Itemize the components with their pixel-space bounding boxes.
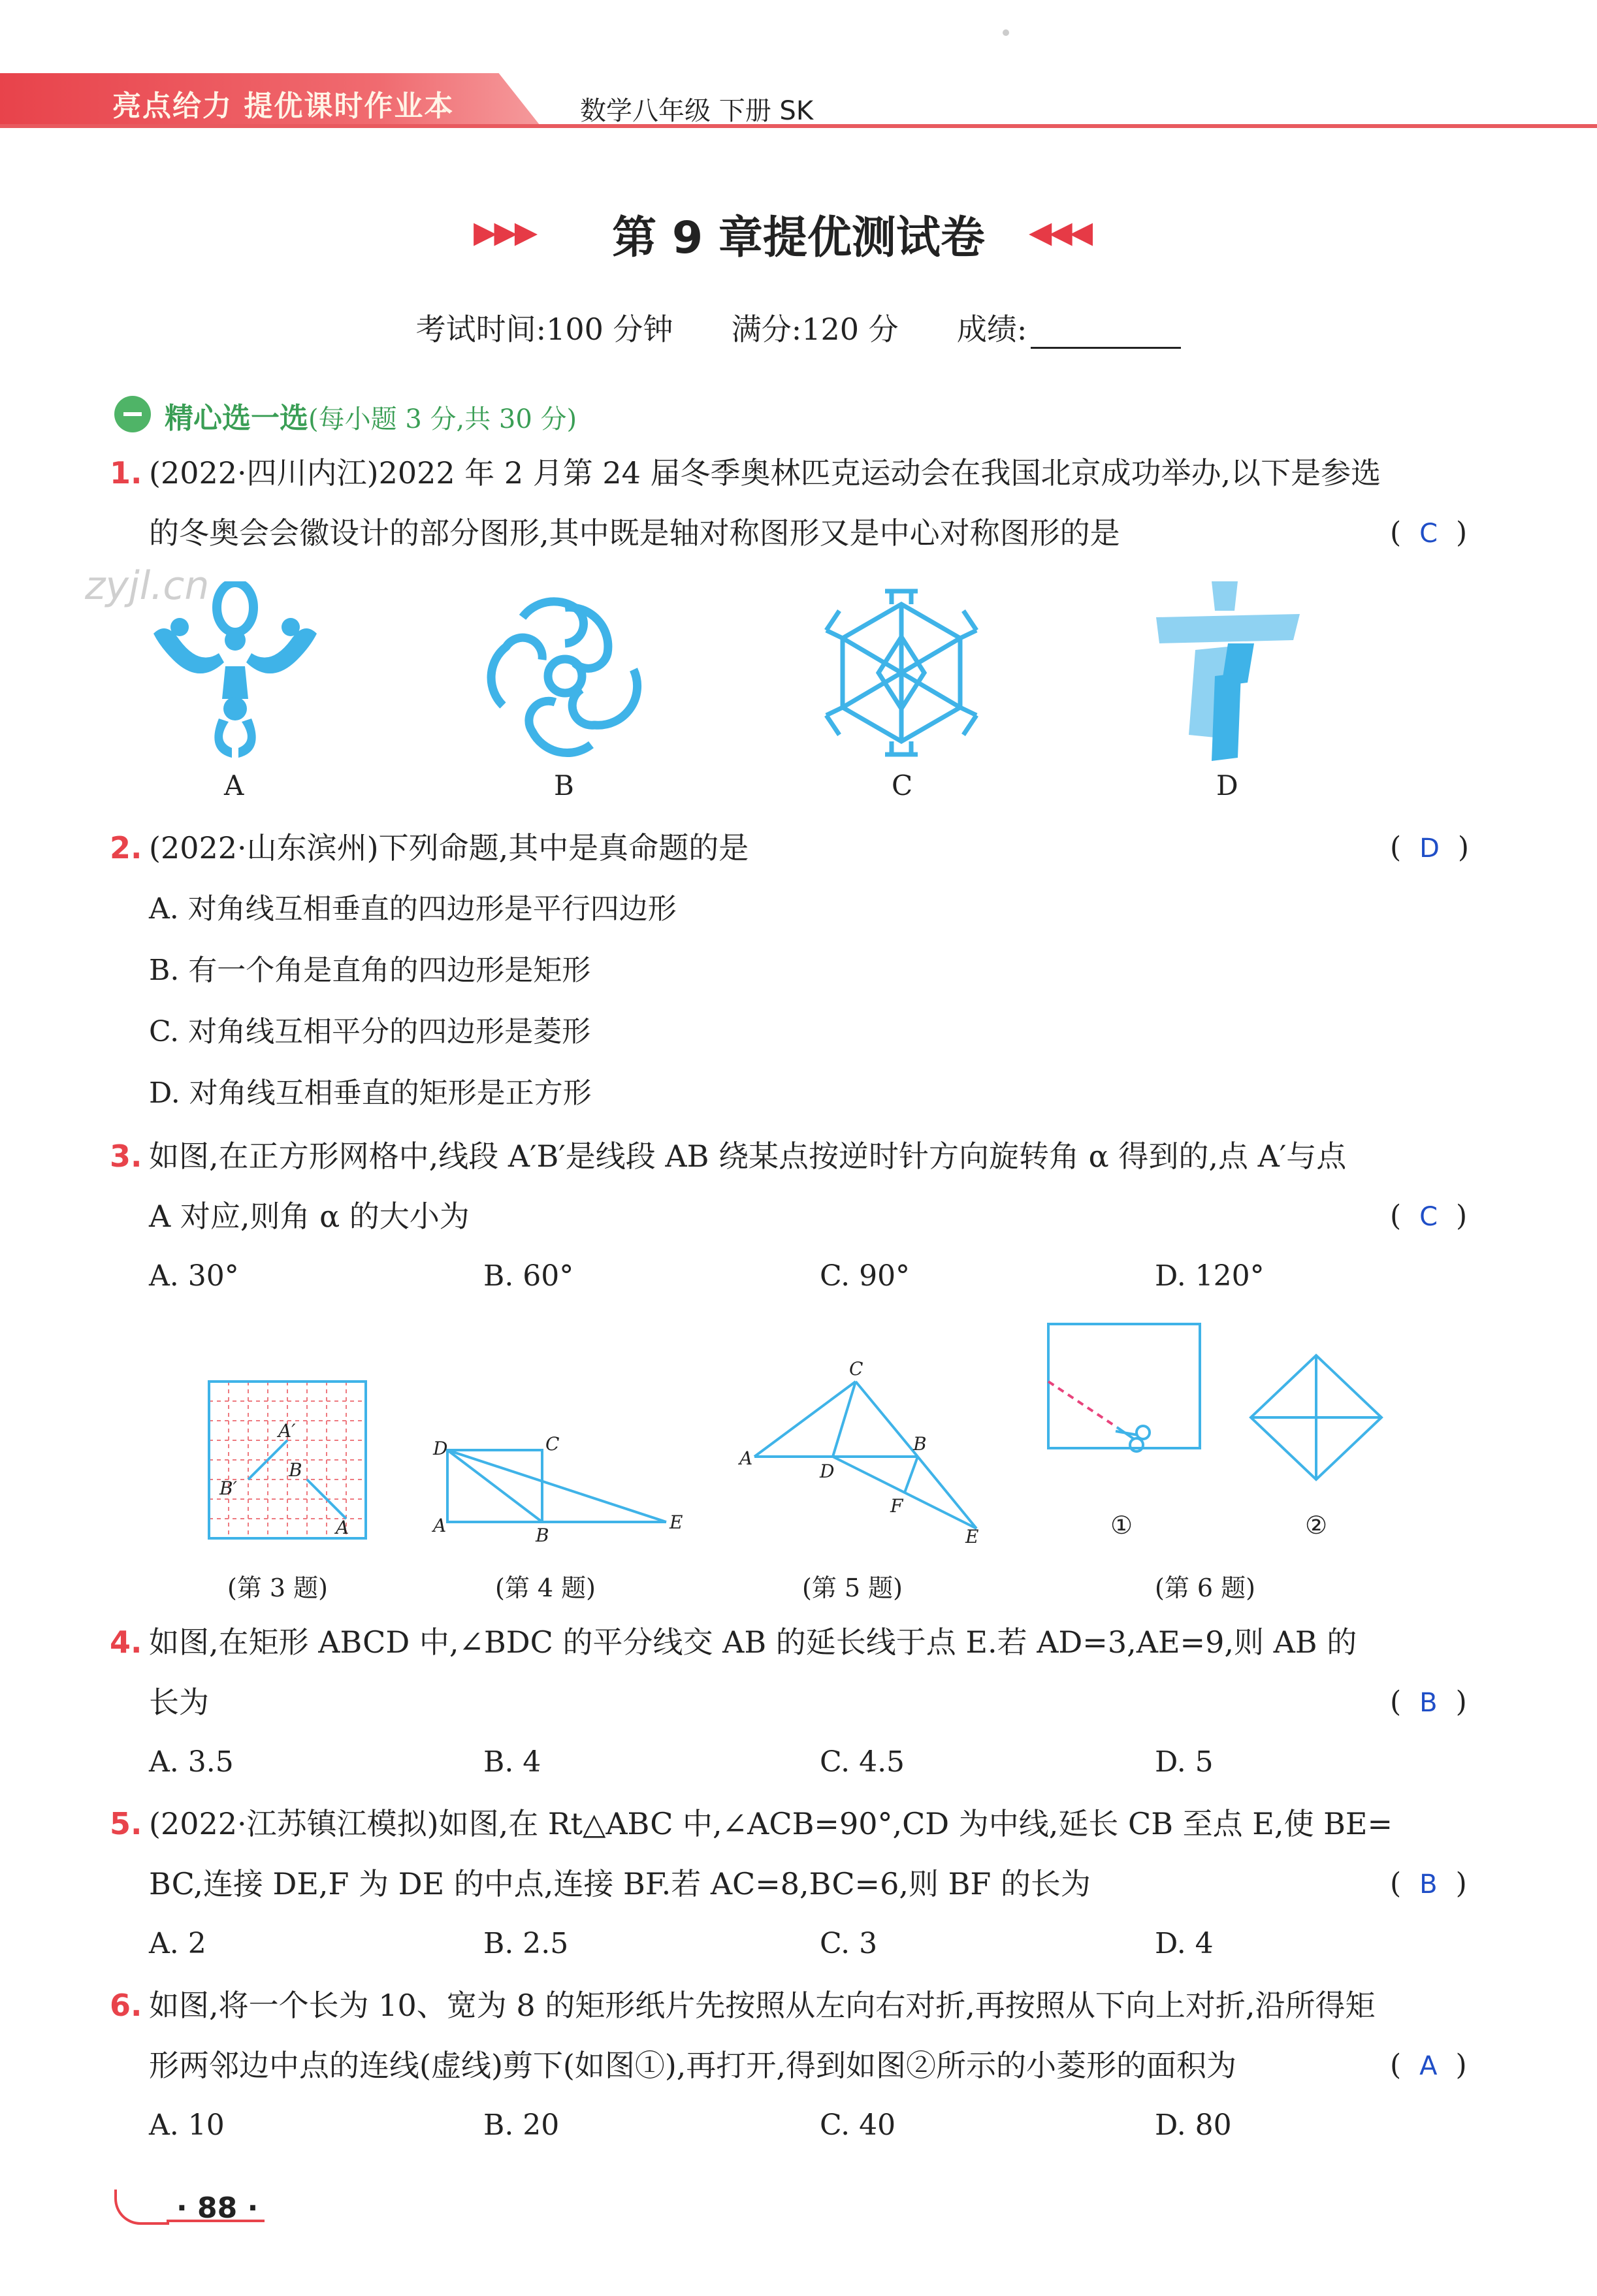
option: D. 80 <box>1155 2109 1232 2142</box>
point-label: E <box>965 1526 979 1547</box>
figure-label: D <box>1216 769 1238 801</box>
option: B. 60° <box>483 1259 574 1293</box>
option: A. 10 <box>149 2109 225 2142</box>
emblem-figure-d <box>1150 578 1306 761</box>
header-brand: 亮点给力 提优课时作业本 <box>112 89 455 123</box>
point-label: C <box>849 1358 863 1380</box>
section-subtitle: (每小题 3 分,共 30 分) <box>308 404 577 434</box>
option: A. 30° <box>149 1259 239 1293</box>
answer-bracket: ( B ) <box>1390 1685 1467 1719</box>
option: D. 4 <box>1155 1927 1214 1960</box>
point-label: B′ <box>219 1478 237 1499</box>
figure-q6-paper <box>1039 1316 1430 1545</box>
question-text: (2022·江苏镇江模拟)如图,在 Rt△ABC 中,∠ACB=90°,CD 为中线,延长 CB 至点 E,使 BE= <box>149 1806 1393 1841</box>
answer-choice: A <box>1419 2051 1438 2081</box>
header-book-title: 数学八年级 下册 SK <box>580 96 814 126</box>
figure-label: B <box>554 769 574 801</box>
emblem-figure-b <box>477 591 653 761</box>
point-label: A′ <box>278 1420 296 1442</box>
figure-caption: (第 4 题) <box>495 1574 596 1602</box>
answer-bracket: ( C ) <box>1390 516 1468 549</box>
figure-caption: (第 5 题) <box>802 1574 903 1602</box>
answer-bracket: ( A ) <box>1390 2048 1467 2082</box>
question-text: 如图,在正方形网格中,线段 A′B′是线段 AB 绕某点按逆时针方向旋转角 α 得到的,点 A′与点 <box>149 1139 1347 1174</box>
decorative-dot <box>1003 29 1009 36</box>
option: B. 4 <box>483 1745 541 1779</box>
answer-bracket: ( D ) <box>1390 831 1470 864</box>
option: B. 20 <box>483 2109 560 2142</box>
option: C. 3 <box>820 1927 878 1960</box>
question-text: BC,连接 DE,F 为 DE 的中点,连接 BF.若 AC=8,BC=6,则 BF 的长为 <box>149 1866 1091 1901</box>
point-label: C <box>545 1433 560 1455</box>
figure-q3-grid <box>202 1378 372 1542</box>
point-label: A <box>336 1517 349 1538</box>
question-text: (2022·四川内江)2022 年 2 月第 24 届冬季奥林匹克运动会在我国北京成功举办,以下是参选 <box>149 455 1381 491</box>
page-number-decoration <box>114 2190 169 2225</box>
question-text: 的冬奥会会徽设计的部分图形,其中既是轴对称图形又是中心对称图形的是 <box>149 515 1120 551</box>
question-text: (2022·山东滨州)下列命题,其中是真命题的是 <box>149 830 749 865</box>
section-title-text: 精心选一选 <box>165 402 308 435</box>
answer-choice: B <box>1419 1688 1438 1718</box>
option: B. 有一个角是直角的四边形是矩形 <box>149 954 591 987</box>
answer-choice: C <box>1419 519 1438 549</box>
option: A. 2 <box>149 1927 206 1960</box>
question-text: A 对应,则角 α 的大小为 <box>149 1199 470 1234</box>
section-number-badge <box>114 396 151 432</box>
figure-caption: (第 3 题) <box>227 1574 328 1602</box>
option: B. 2.5 <box>483 1927 569 1960</box>
answer-choice: C <box>1419 1202 1438 1232</box>
exam-time: 考试时间:100 分钟 <box>415 312 673 347</box>
point-label: D <box>433 1438 448 1459</box>
figure-label: C <box>892 769 913 801</box>
section-title <box>165 395 577 436</box>
answer-choice: B <box>1419 1869 1438 1900</box>
figure-q5-triangle <box>738 1352 999 1548</box>
point-label: E <box>669 1512 683 1533</box>
point-label: D <box>820 1461 835 1482</box>
exam-info <box>0 306 1597 349</box>
question-text: 如图,在矩形 ABCD 中,∠BDC 的平分线交 AB 的延长线于点 E.若 AD=3,AE=9,则 AB 的 <box>149 1625 1357 1660</box>
option: D. 120° <box>1155 1259 1265 1293</box>
question-text: 形两邻边中点的连线(虚线)剪下(如图①),再打开,得到如图②所示的小菱形的面积为 <box>149 2048 1237 2083</box>
option: C. 4.5 <box>820 1745 905 1779</box>
option: C. 40 <box>820 2109 896 2142</box>
question-number: 1. <box>110 455 142 491</box>
option: A. 3.5 <box>149 1745 234 1779</box>
point-label: F <box>890 1495 903 1517</box>
question-number: 2. <box>110 830 142 865</box>
option: D. 对角线互相垂直的矩形是正方形 <box>149 1076 592 1110</box>
page-number: · 88 · <box>176 2191 259 2225</box>
point-label: A <box>433 1515 447 1536</box>
question-number: 6. <box>110 1988 142 2023</box>
question-number: 4. <box>110 1625 142 1660</box>
option: C. 对角线互相平分的四边形是菱形 <box>149 1015 591 1048</box>
title-left-arrows: ▶▶▶ <box>474 214 536 250</box>
point-label: B <box>913 1433 927 1455</box>
sub-figure-label: ① <box>1110 1511 1133 1540</box>
point-label: B <box>289 1459 302 1481</box>
point-label: A <box>739 1447 753 1469</box>
score-blank[interactable] <box>1031 321 1181 349</box>
emblem-figure-a <box>140 581 330 764</box>
answer-choice: D <box>1419 833 1440 864</box>
answer-bracket: ( C ) <box>1390 1199 1468 1233</box>
title-right-arrows: ◀◀◀ <box>1029 214 1091 250</box>
exam-full-score: 满分:120 分 <box>731 312 899 347</box>
question-text: 如图,将一个长为 10、宽为 8 的矩形纸片先按照从左向右对折,再按照从下向上对折,沿所得矩 <box>149 1988 1376 2023</box>
page-title: 第 9 章提优测试卷 <box>612 212 985 264</box>
figure-q4-rectangle <box>428 1427 689 1545</box>
exam-score-label: 成绩: <box>956 312 1027 347</box>
point-label: B <box>536 1525 549 1545</box>
figure-caption: (第 6 题) <box>1155 1574 1255 1602</box>
question-number: 5. <box>110 1806 142 1841</box>
emblem-figure-c <box>813 585 990 761</box>
question-number: 3. <box>110 1139 142 1174</box>
option: C. 90° <box>820 1259 911 1293</box>
answer-bracket: ( B ) <box>1390 1867 1467 1900</box>
question-text: 长为 <box>149 1685 209 1720</box>
option: A. 对角线互相垂直的四边形是平行四边形 <box>149 892 677 926</box>
sub-figure-label: ② <box>1305 1511 1328 1540</box>
option: D. 5 <box>1155 1745 1214 1779</box>
figure-label: A <box>224 769 244 801</box>
watermark: zyjl.cn <box>85 563 210 609</box>
